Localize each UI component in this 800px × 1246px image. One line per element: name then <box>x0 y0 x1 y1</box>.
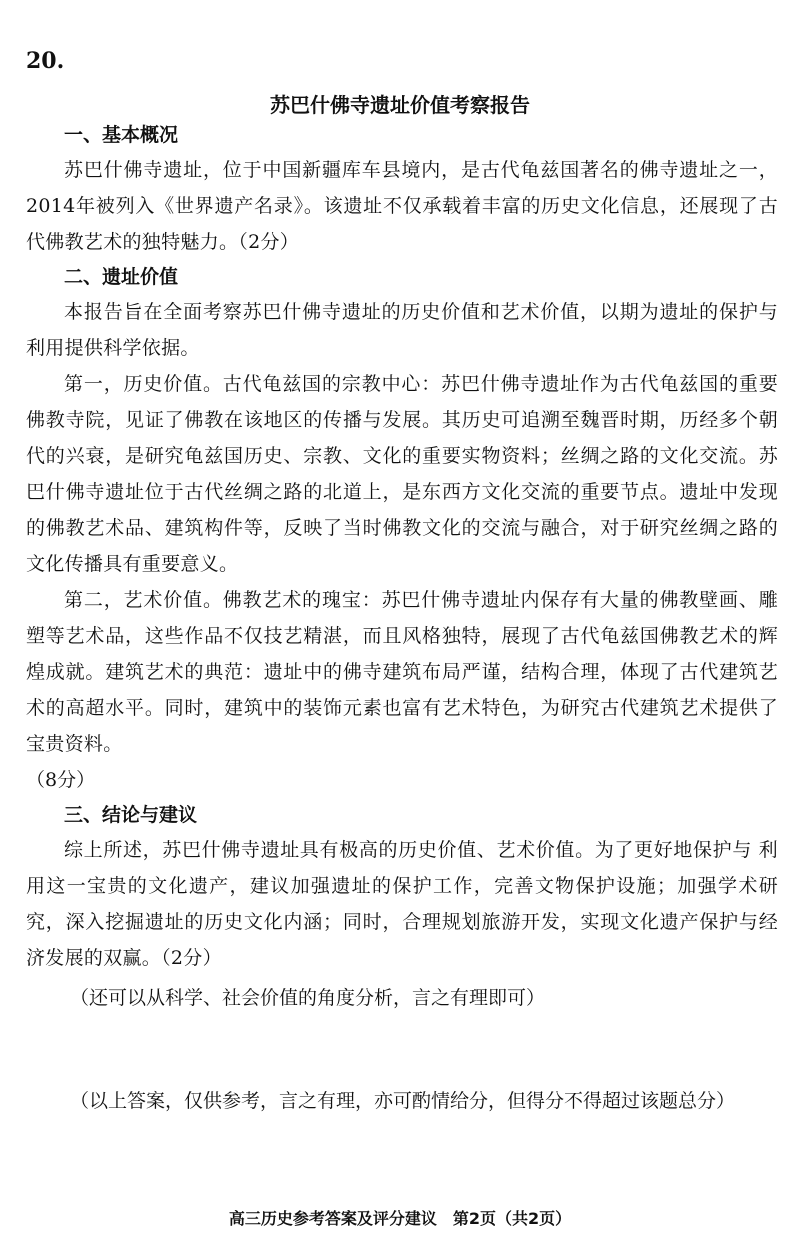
section-heading: 一、基本概况 <box>64 124 179 146</box>
question-number: 20. <box>26 48 65 74</box>
section-heading: 三、结论与建议 <box>64 804 198 826</box>
section-paragraph: 第二，艺术价值。佛教艺术的瑰宝：苏巴什佛寺遗址内保存有大量的佛教壁画、雕塑等艺术品，这些作品不仅技艺精湛，而且风格独特，展现了古代龟兹国佛教艺术的辉煌成就。建筑艺术的典范：遗址中的佛寺建筑布局严谨，结构合理，体现了古代建筑艺术的高超水平。同时，建筑中的装饰元素也富有艺术特色，为研究古代建筑艺术提供了宝贵资料。 <box>26 589 778 755</box>
score-label: （8分） <box>26 769 96 791</box>
section-paragraph: 综上所述，苏巴什佛寺遗址具有极高的历史价值、艺术价值。为了更好地保护与 利用这一宝贵的文化遗产，建议加强遗址的保护工作，完善文物保护设施；加强学术研究，深入挖掘遗址的历史文化内涵；同时，合理规划旅游开发，实现文化遗产保护与经济发展的双赢。（2分） <box>26 839 778 969</box>
section-heading: 二、遗址价值 <box>64 266 179 288</box>
section-paragraph: 本报告旨在全面考察苏巴什佛寺遗址的历史价值和艺术价值，以期为遗址的保护与利用提供科学依据。 <box>26 301 778 359</box>
grading-note: （还可以从科学、社会价值的角度分析，言之有理即可） <box>70 987 546 1009</box>
report-title: 苏巴什佛寺遗址价值考察报告 <box>270 93 530 117</box>
page-footer: 高三历史参考答案及评分建议 第2页（共2页） <box>228 1209 572 1228</box>
section-paragraph: 苏巴什佛寺遗址，位于中国新疆库车县境内，是古代龟兹国著名的佛寺遗址之一，2014年被列入《世界遗产名录》。该遗址不仅承载着丰富的历史文化信息，还展现了古代佛教艺术的独特魅力。（2分） <box>26 159 778 253</box>
report-body <box>26 118 778 1016</box>
section-site-value <box>26 260 778 798</box>
section-paragraph: 第一，历史价值。古代龟兹国的宗教中心：苏巴什佛寺遗址作为古代龟兹国的重要佛教寺院，见证了佛教在该地区的传播与发展。其历史可追溯至魏晋时期，历经多个朝代的兴衰，是研究龟兹国历史、宗教、文化的重要实物资料；丝绸之路的文化交流。苏巴什佛寺遗址位于古代丝绸之路的北道上，是东西方文化交流的重要节点。遗址中发现的佛教艺术品、建筑构件等，反映了当时佛教文化的交流与融合，对于研究丝绸之路的文化传播具有重要意义。 <box>26 373 778 575</box>
grading-footnote: （以上答案，仅供参考，言之有理，亦可酌情给分，但得分不得超过该题总分） <box>70 1090 736 1112</box>
section-basic-overview <box>26 118 778 260</box>
section-conclusion <box>26 798 778 1016</box>
